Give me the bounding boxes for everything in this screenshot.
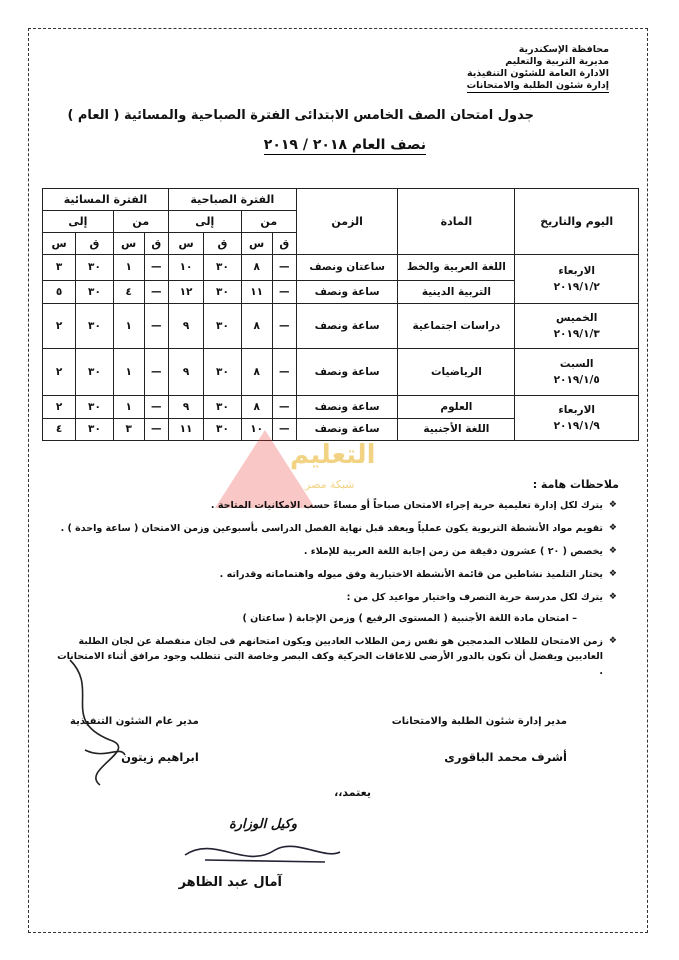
cell: ٨ [241,349,272,396]
sub-note: – امتحان مادة اللغة الأجنبية ( المستوى الرفيع ) وزمن الإجابة ( ساعتان ) [242,613,577,624]
cell: ٢ [43,349,76,396]
deputy-name: آمال عبد الظاهر [178,875,282,890]
header-minutes: ق [144,233,168,255]
cell: — [144,396,168,419]
cell: ٨ [241,255,272,281]
sub-note-text: امتحان مادة اللغة الأجنبية ( المستوى الرفيع ) وزمن الإجابة ( ساعتان ) [242,613,569,624]
note-item [57,567,617,582]
duration-cell: ساعة ونصف [296,418,398,441]
signature-name: أشرف محمد الباقورى [444,750,567,764]
bullet-icon: ❖ [608,500,617,510]
day-name: الاربعاء [558,265,596,277]
signature-name: ابراهيم زيتون [121,750,199,764]
day-date: ٢٠١٩/١/٥ [553,374,600,386]
cell: ١٠ [168,255,203,281]
cell: ٩ [168,304,203,349]
header-from: من [113,211,168,233]
note-text: يخصص ( ٢٠ ) عشرون دقيقة من زمن إجابة اللغة العربية للإملاء . [303,546,603,557]
cell: ٣٠ [204,304,242,349]
cell: — [144,280,168,303]
cell: ٣٠ [204,418,242,441]
subject-cell: العلوم [398,396,515,419]
header-to: إلى [168,211,241,233]
header-minutes: ق [204,233,242,255]
note-text: يترك لكل مدرسة حرية التصرف واختيار مواعيد كل من : [346,592,603,603]
watermark-subtext: شبكة مصر [305,478,355,491]
bullet-icon: ❖ [608,523,617,533]
cell: ١٠ [241,418,272,441]
cell: ٣ [43,255,76,281]
day-date: ٢٠١٩/١/٣ [553,328,600,340]
document-subtitle: نصف العام ٢٠١٨ / ٢٠١٩ [263,137,426,153]
bullet-icon: ❖ [608,592,617,602]
table-row [43,349,639,396]
cell: ١١ [168,418,203,441]
subject-cell: دراسات اجتماعية [398,304,515,349]
subject-cell: اللغة العربية والخط [398,255,515,281]
org-line-3: الادارة العامة للشئون التنفيذية [466,68,609,79]
cell: — [144,349,168,396]
cell: — [272,280,296,303]
header-morning: الفترة الصباحية [168,189,296,211]
header-hours: س [241,233,272,255]
org-line-4: إدارة شئون الطلبة والامتحانات [466,80,609,91]
cell: ١١ [241,280,272,303]
day-cell [515,396,639,441]
cell: ٣٠ [204,349,242,396]
day-date: ٢٠١٩/١/٢ [553,281,600,293]
day-name: السبت [559,358,594,370]
notes-title: ملاحظات هامة : [532,478,619,491]
cell: ٨ [241,396,272,419]
duration-cell: ساعة ونصف [296,349,398,396]
cell: ٣٠ [76,418,114,441]
note-item [57,521,617,536]
duration-cell: ساعتان ونصف [296,255,398,281]
cell: ١٢ [168,280,203,303]
header-subject: المادة [398,189,515,255]
duration-cell: ساعة ونصف [296,304,398,349]
day-cell [515,255,639,304]
cell: ٣٠ [76,255,114,281]
day-name: الاربعاء [558,404,596,416]
duration-cell: ساعة ونصف [296,280,398,303]
cell: — [272,349,296,396]
cell: ٨ [241,304,272,349]
header-hours: س [168,233,203,255]
header-to: إلى [43,211,114,233]
cell: — [272,418,296,441]
cell: ٣٠ [76,280,114,303]
bullet-icon: ❖ [608,546,617,556]
cell: — [272,304,296,349]
cell: ٣٠ [76,349,114,396]
cell: ١ [113,304,144,349]
note-item [57,590,617,605]
table-row [43,396,639,419]
cell: ٤ [113,280,144,303]
day-cell [515,349,639,396]
day-name: الخميس [556,312,598,324]
cell: ٢ [43,396,76,419]
duration-cell: ساعة ونصف [296,396,398,419]
cell: — [272,396,296,419]
watermark-logo [205,420,405,510]
subject-cell: اللغة الأجنبية [398,418,515,441]
cell: — [144,418,168,441]
cell: ٤ [43,418,76,441]
header-minutes: ق [272,233,296,255]
header-day: اليوم والتاريخ [515,189,639,255]
watermark-text: التعليم [290,440,376,470]
subject-cell: التربية الدينية [398,280,515,303]
cell: — [144,255,168,281]
note-text: يختار التلميذ نشاطين من قائمة الأنشطة الاختيارية وفق ميوله واهتماماته وقدراته . [219,569,603,580]
day-date: ٢٠١٩/١/٩ [553,420,600,432]
note-item [57,498,617,513]
bullet-icon: ❖ [608,636,617,646]
cell: ٣٠ [204,396,242,419]
note-text: زمن الامتحان للطلاب المدمجين هو نفس زمن الطلاب العاديين ويكون امتحانهم فى لجان منفصلة عن لجان الطلبة العاديين ويفضل أن تكون بالدور الأرضى للاعاقات الحركية وكف البصر وخاصة التى تتطلب وجود مرافق أثناء الامتحانات . [57,636,603,677]
header-evening: الفترة المسائية [43,189,169,211]
approval-label: يعتمد،، [334,786,371,799]
header-hours: س [43,233,76,255]
day-cell [515,304,639,349]
document-title: جدول امتحان الصف الخامس الابتدائى الفترة الصباحية والمسائية ( العام ) [67,108,534,123]
cell: ١ [113,349,144,396]
note-text: يترك لكل إدارة تعليمية حرية إجراء الامتحان صباحاً أو مساءً حسب الامكانيات المتاحة . [210,500,603,511]
cell: — [272,255,296,281]
cell: ٩ [168,349,203,396]
signature-title: مدير عام الشئون التنفيذية [70,716,199,727]
header-hours: س [113,233,144,255]
cell: ٣٠ [76,304,114,349]
handwritten-signature-left [40,650,160,790]
cell: ١ [113,255,144,281]
cell: ٥ [43,280,76,303]
deputy-title: وكيل الوزارة [228,817,297,832]
org-line-2: مديرية التربية والتعليم [505,56,609,67]
cell: ٣٠ [204,280,242,303]
handwritten-signature-deputy [175,830,345,875]
signature-right [392,716,567,764]
cell: ٣ [113,418,144,441]
cell: ٢ [43,304,76,349]
subject-cell: الرياضيات [398,349,515,396]
note-item [57,544,617,559]
table-row [43,255,639,281]
exam-schedule-table [42,188,639,441]
table-row [43,304,639,349]
bullet-icon: ❖ [608,569,617,579]
note-text: تقويم مواد الأنشطة التربوية يكون عملياً ويعقد قبل نهاية الفصل الدراسى بأسبوعين وزمن الامتحان ( ساعة واحدة ) . [60,523,603,534]
signature-title: مدير إدارة شئون الطلبة والامتحانات [391,716,567,727]
org-line-1: محافظة الإسكندرية [518,44,609,55]
cell: — [144,304,168,349]
organization-header [467,44,609,93]
cell: ٩ [168,396,203,419]
header-time: الزمن [296,189,398,255]
header-minutes: ق [76,233,114,255]
header-from: من [241,211,296,233]
cell: ٣٠ [204,255,242,281]
cell: ٣٠ [76,396,114,419]
cell: ١ [113,396,144,419]
